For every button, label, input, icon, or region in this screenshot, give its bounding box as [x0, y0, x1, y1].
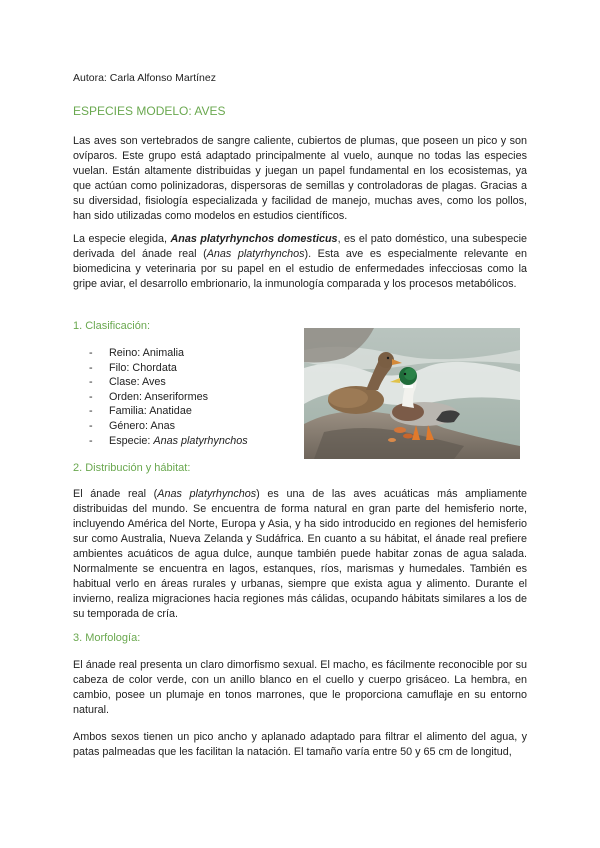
duck-image	[304, 328, 520, 459]
list-item: - Clase: Aves	[89, 376, 166, 389]
list-item: - Especie: Anas platyrhynchos	[89, 434, 248, 447]
parent-species-name: Anas platyrhynchos	[206, 248, 305, 260]
species-paragraph	[73, 232, 527, 292]
species-text-before: La especie elegida,	[73, 233, 171, 245]
duck-photo	[304, 328, 520, 459]
author-line: Autora: Carla Alfonso Martínez	[73, 72, 216, 84]
morphology-paragraph-2: Ambos sexos tienen un pico ancho y aplanado adaptado para filtrar el alimento del agua, y patas palmeadas que les facilitan la natación. El tamaño varía entre 50 y 65 cm de longitud,	[73, 731, 527, 758]
species-text-after: ). Esta ave es especialmente relevante en biomedicina y veterinaria por su papel en el estudio de enfermedades infecciosas como la gripe aviar, el desarrollo embrionario, la inmunología comparada y los procesos metabólicos.	[73, 248, 527, 290]
species-text-middle: , es el pato doméstico, una subespecie derivada del ánade real (	[73, 233, 527, 260]
section-heading-classification: 1. Clasificación:	[73, 320, 151, 332]
page-title: ESPECIES MODELO: AVES	[73, 104, 226, 118]
list-item: - Reino: Animalia	[89, 347, 185, 359]
species-name: Anas platyrhynchos domesticus	[170, 233, 338, 245]
list-item: - Orden: Anseriformes	[89, 390, 209, 403]
classification-list	[89, 346, 248, 448]
list-item: - Género: Anas	[89, 419, 176, 432]
list-item: - Familia: Anatidae	[89, 405, 192, 418]
distribution-paragraph: El ánade real (Anas platyrhynchos) es una de las aves acuáticas más ampliamente distribuidas del mundo. Se encuentra de forma natural en gran parte del hemisferio norte, incluyendo América del Norte, Europa y Asia, y ha sido introducido en regiones del hemisferio sur como Australia, Nueva Zelanda y Sudáfrica. En cuanto a su hábitat, el ánade real prefiere ambientes acuáticos de agua dulce, aunque también puede habitar zonas de agua salada. Normalmente se encuentra en lagos, estanques, ríos, marismas y humedales. También es habitual verlo en áreas rurales y urbanas, siempre que exista agua y alimento. Durante el invierno, realiza migraciones hacia regiones más cálidas, ocupando hábitats similares a los de su temporada de cría.	[73, 488, 527, 620]
intro-paragraph: Las aves son vertebrados de sangre caliente, cubiertos de plumas, que poseen un pico y son ovíparos. Este grupo está adaptado principalmente al vuelo, aunque no todas las especies vuelan. Están altamente distribuidas y juegan un papel fundamental en los ecosistemas, ya que actúan como polinizadoras, dispersoras de semillas y controladoras de plagas. Gracias a su diversidad, fisiología especializada y facilidad de manejo, muchas aves, como los pollos, han sido utilizadas como modelos en estudios científicos.	[73, 135, 527, 222]
section-heading-morphology: 3. Morfología:	[73, 632, 141, 644]
list-item: - Filo: Chordata	[89, 361, 177, 374]
section-heading-distribution: 2. Distribución y hábitat:	[73, 462, 191, 474]
morphology-paragraph-1: El ánade real presenta un claro dimorfismo sexual. El macho, es fácilmente reconocible por su cabeza de color verde, con un anillo blanco en el cuello y cuerpo grisáceo. La hembra, en cambio, posee un plumaje en tonos marrones, que le proporciona camuflaje en su entorno natural.	[73, 659, 527, 716]
